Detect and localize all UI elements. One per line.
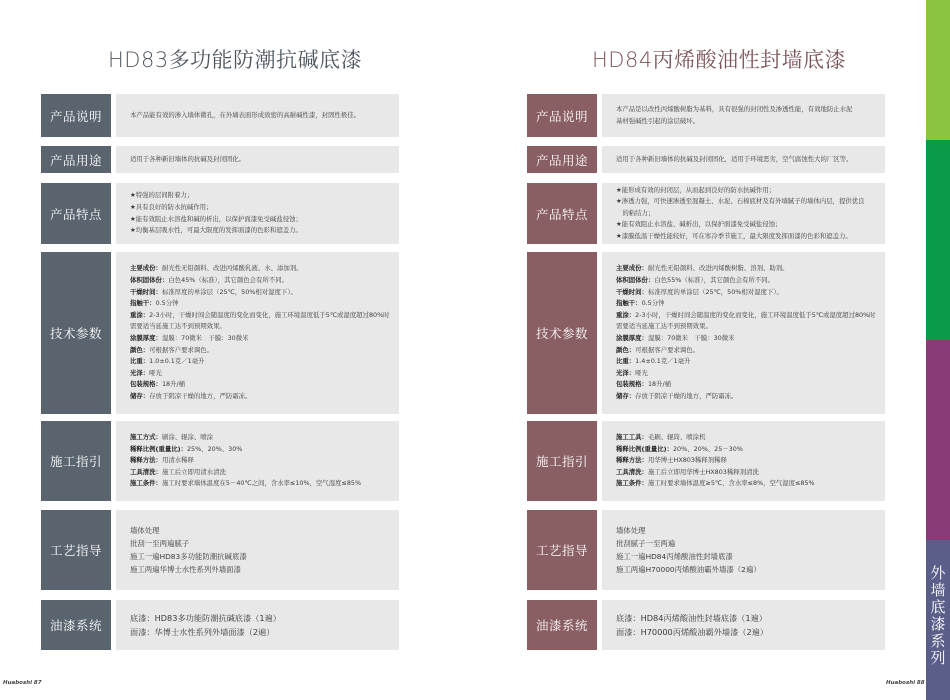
section-label: 油漆系统 (41, 600, 111, 650)
content-line: ★均衡基层吸水性，可最大限度的发挥面漆的色彩和遮盖力。 (130, 226, 302, 235)
section-content (116, 183, 399, 244)
content-line (616, 391, 871, 403)
param-value: 湿膜：70微米 干膜：30微米 (647, 334, 735, 342)
param-value: 施工后立即用清水清洗 (161, 467, 226, 476)
param-value: 0.5分钟 (155, 299, 179, 308)
section-row (41, 600, 399, 650)
content-line: ★漆膜低温干燥性能较好，可在寒冷季节施工，最大限度发挥面漆的色彩和遮盖力。 (616, 231, 852, 240)
param-key: 体积固体份： (616, 276, 655, 285)
param-key: 光泽： (616, 368, 636, 377)
param-key: 储存： (130, 391, 150, 400)
content-line: 面漆：华博士水性系列外墙面漆（2遍） (130, 627, 275, 637)
section-row (527, 94, 885, 137)
section-content (116, 421, 399, 501)
content-line: 底漆：HD84丙烯酸油性封墙底漆（1遍） (616, 613, 767, 623)
content-line: 墙体处理 (616, 526, 646, 535)
section-label: 工艺指导 (41, 510, 111, 590)
content-line (616, 368, 871, 380)
section-row (527, 600, 885, 650)
param-key: 干燥时间： (616, 287, 648, 296)
content-line (616, 275, 871, 287)
section-row (527, 183, 885, 244)
content-line: 施工一遍HD84丙烯酸油性封墙底漆 (616, 552, 733, 561)
content-line: 施工两遍华博士水性系列外墙面漆 (130, 565, 241, 574)
section-content (116, 510, 399, 590)
section-content (602, 252, 885, 414)
param-key: 施工方式： (130, 433, 162, 442)
content-line (130, 467, 385, 479)
content-line (616, 321, 871, 333)
param-value: 湿膜：70微米 干膜：30微米 (161, 334, 249, 342)
param-value: 可根据客户要求调色。 (149, 345, 214, 354)
param-value: 18升/桶 (647, 380, 672, 389)
section-row (527, 146, 885, 173)
param-value: 2-3小时，干燥时间会随温度的变化而变化，施工环境温度低于5℃或湿度超过80%时 (149, 310, 390, 319)
section-content (602, 510, 885, 590)
section-row (41, 510, 399, 590)
content-line: ★渗透力强，可快速渗透至混凝土、水泥、石棉底材及有外墙腻子的墙体内层，提供优良 (616, 197, 865, 206)
section-label: 施工指引 (527, 421, 597, 501)
content-line: 批刮一至两遍腻子 (130, 539, 190, 548)
section-content (602, 183, 885, 244)
param-value: 0.5分钟 (641, 299, 665, 308)
param-value: 白色55%（标准），其它颜色会有所不同。 (654, 276, 774, 285)
content-line (616, 432, 871, 444)
param-key: 包装规格： (130, 380, 162, 389)
param-key: 颜色： (616, 345, 636, 354)
content-line: 本产品是以改性丙烯酸树脂为基料，具有很强的封闭性及渗透性能，有效地防止水泥 (616, 104, 853, 113)
param-value: 20%、20%、25－30% (672, 444, 743, 453)
content-line: 施工一遍HD83多功能防潮抗碱底漆 (130, 552, 247, 561)
content-line: 适用于各种新旧墙体的抗碱及封闭固化。 (130, 154, 246, 163)
param-key: 光泽： (130, 368, 150, 377)
content-line: 面漆：H70000丙烯酸油霸外墙漆（2遍） (616, 627, 769, 637)
side-tab-segment (926, 340, 950, 540)
page-title-right: HD84丙烯酸油性封墙底漆 (592, 48, 847, 72)
section-content (116, 600, 399, 650)
section-label: 工艺指导 (527, 510, 597, 590)
param-value: 标准厚度的单涂层（25℃，50%相对湿度下）。 (161, 287, 297, 296)
section-label: 产品特点 (41, 183, 111, 244)
param-key: 比重： (616, 357, 636, 366)
section-label: 产品用途 (527, 146, 597, 173)
page-number-right: Huaboshi 88 (886, 680, 925, 686)
param-key: 体积固体份： (130, 276, 169, 285)
param-value: 可根据客户要求调色。 (635, 345, 700, 354)
content-line (130, 455, 385, 467)
param-value: 施工时要求墙体温度≥5℃、含水率≤8%，空气湿度≤85% (647, 479, 815, 488)
param-key: 稀释方法： (130, 456, 162, 465)
section-row (41, 421, 399, 501)
param-key: 涂膜厚度： (130, 334, 162, 342)
page-number-left: Huaboshi 87 (3, 680, 42, 686)
section-row (527, 510, 885, 590)
side-tab-label: 外 墙 底 漆 系 列 (930, 564, 946, 667)
content-line (616, 263, 871, 275)
param-value: 1.0±0.1克／1毫升 (149, 357, 205, 366)
section-label: 产品说明 (41, 94, 111, 137)
content-line (130, 298, 385, 310)
param-key: 工具清洗： (130, 467, 162, 476)
section-label: 产品特点 (527, 183, 597, 244)
content-line (130, 333, 385, 345)
content-line: 墙体处理 (130, 526, 160, 535)
param-key: 干燥时间： (130, 287, 162, 296)
param-key: 主要成份： (616, 264, 648, 273)
section-row (41, 94, 399, 137)
section-row (527, 252, 885, 414)
param-value: 毛刷、辊筒、喷涂机 (647, 433, 706, 442)
param-key: 指触干： (616, 299, 642, 308)
section-content (602, 94, 885, 137)
section-content (602, 421, 885, 501)
content-line (130, 379, 385, 391)
section-label: 油漆系统 (527, 600, 597, 650)
content-line (130, 287, 385, 299)
section-content (602, 600, 885, 650)
section-content (116, 146, 399, 173)
content-line (616, 298, 871, 310)
param-value: 刷涂、辊涂、喷涂 (161, 433, 214, 442)
content-line (130, 321, 385, 333)
content-line: 施工两遍H70000丙烯酸油霸外墙漆（2遍） (616, 565, 761, 574)
content-line (130, 432, 385, 444)
param-value: 耐光性无铅颜料、改进丙烯酸树脂、溶剂、助剂。 (647, 264, 789, 273)
content-line (130, 345, 385, 357)
section-row (41, 252, 399, 414)
param-value: 白色45%（标准），其它颜色会有所不同。 (168, 276, 288, 285)
param-key: 主要成份： (130, 264, 162, 273)
param-value: 25%、20%、30% (186, 444, 243, 453)
content-line (616, 455, 871, 467)
param-key: 稀释比例(重量比)： (130, 444, 187, 453)
content-line: ★能有效阻止水溶盐、碱析出，以保护面漆免受碱盐侵蚀； (616, 220, 782, 229)
param-value: 标准厚度的单涂层（25℃，50%相对湿度下）。 (647, 287, 783, 296)
param-key: 颜色： (130, 345, 150, 354)
right-page (475, 0, 950, 700)
param-value: 需要适当延施工达不到预期效果。 (130, 322, 226, 331)
content-line (616, 310, 876, 322)
content-line (616, 444, 871, 456)
side-tab-segment (926, 140, 950, 340)
content-line: 适用于各种新旧墙体的抗碱及封闭固化，适用于环境恶劣，空气腐蚀性大的厂区等。 (616, 154, 853, 163)
content-line (130, 478, 385, 490)
param-value: 1.4±0.1克／1毫升 (635, 357, 691, 366)
content-line (616, 356, 871, 368)
param-key: 重涂： (130, 310, 150, 319)
content-line (130, 444, 385, 456)
content-line (130, 275, 385, 287)
section-label: 技术参数 (527, 252, 597, 414)
content-line: ★具有良好的防水抗碱作用； (130, 202, 213, 211)
param-value: 2-3小时，干燥时间会随温度的变化而变化，施工环境温度低于5℃或湿度超过80%时 (635, 310, 876, 319)
section-label: 产品说明 (527, 94, 597, 137)
param-key: 涂膜厚度： (616, 334, 648, 342)
param-value: 施工后立即用华博士HX803稀释剂清洗 (647, 467, 759, 476)
content-line (616, 478, 871, 490)
content-line (616, 379, 871, 391)
param-value: 哑光 (635, 368, 648, 377)
content-line (130, 310, 390, 322)
param-value: 存放于阴凉干燥的地方，严防霜冻。 (635, 391, 738, 400)
side-tab-segment (926, 0, 950, 140)
section-content (602, 146, 885, 173)
content-line: ★特强的层间附着力； (130, 191, 194, 200)
param-key: 重涂： (616, 310, 636, 319)
param-key: 指触干： (130, 299, 156, 308)
param-value: 用清水稀释 (161, 456, 194, 465)
content-line: 的粘结力； (616, 208, 655, 217)
section-content (116, 252, 399, 414)
content-line: ★能形成有效的封闭层，从而起到良好的防水抗碱作用； (616, 185, 776, 194)
param-value: 哑光 (149, 368, 162, 377)
param-key: 稀释方法： (616, 456, 648, 465)
content-line: ★能有效阻止水溶盐和碱的析出，以保护面漆免受碱盐侵蚀； (130, 214, 302, 223)
content-line (130, 356, 385, 368)
page-title-left: HD83多功能防潮抗碱底漆 (108, 48, 363, 72)
content-line: 底漆：HD83多功能防潮抗碱底漆（1遍） (130, 613, 281, 623)
param-key: 施工工具： (616, 433, 648, 442)
content-line: 本产品能有效的渗入墙体微孔，在外墙表面形成致密的高耐碱性漆，封固性极佳。 (130, 110, 361, 119)
param-key: 施工条件： (130, 479, 162, 488)
param-value: 18升/桶 (161, 380, 186, 389)
content-line (616, 287, 871, 299)
param-value: 施工时要求墙体温度在5－40℃之间，含水率≤10%，空气湿度≤85% (161, 479, 362, 488)
param-key: 工具清洗： (616, 467, 648, 476)
section-row (41, 183, 399, 244)
content-line: 基材强碱性引起的涂层破坏。 (616, 116, 700, 125)
param-value: 用华博士HX803稀释剂稀释 (647, 456, 727, 465)
content-line: 批刮腻子一至两遍 (616, 539, 676, 548)
param-value: 耐光性无铅颜料、改进丙烯酸乳液、水、添加剂。 (161, 264, 303, 273)
section-label: 技术参数 (41, 252, 111, 414)
content-line (130, 263, 385, 275)
section-row (41, 146, 399, 173)
param-value: 存放于阴凉干燥的地方，严防霜冻。 (149, 391, 252, 400)
content-line (130, 391, 385, 403)
param-key: 比重： (130, 357, 150, 366)
param-key: 储存： (616, 391, 636, 400)
param-key: 稀释比例(重量比)： (616, 444, 673, 453)
param-value: 需要适当延施工达不到预期效果。 (616, 322, 712, 331)
section-content (116, 94, 399, 137)
content-line (616, 345, 871, 357)
section-row (527, 421, 885, 501)
param-key: 包装规格： (616, 380, 648, 389)
section-label: 施工指引 (41, 421, 111, 501)
content-line (616, 467, 871, 479)
param-key: 施工条件： (616, 479, 648, 488)
content-line (616, 333, 871, 345)
section-label: 产品用途 (41, 146, 111, 173)
content-line (130, 368, 385, 380)
